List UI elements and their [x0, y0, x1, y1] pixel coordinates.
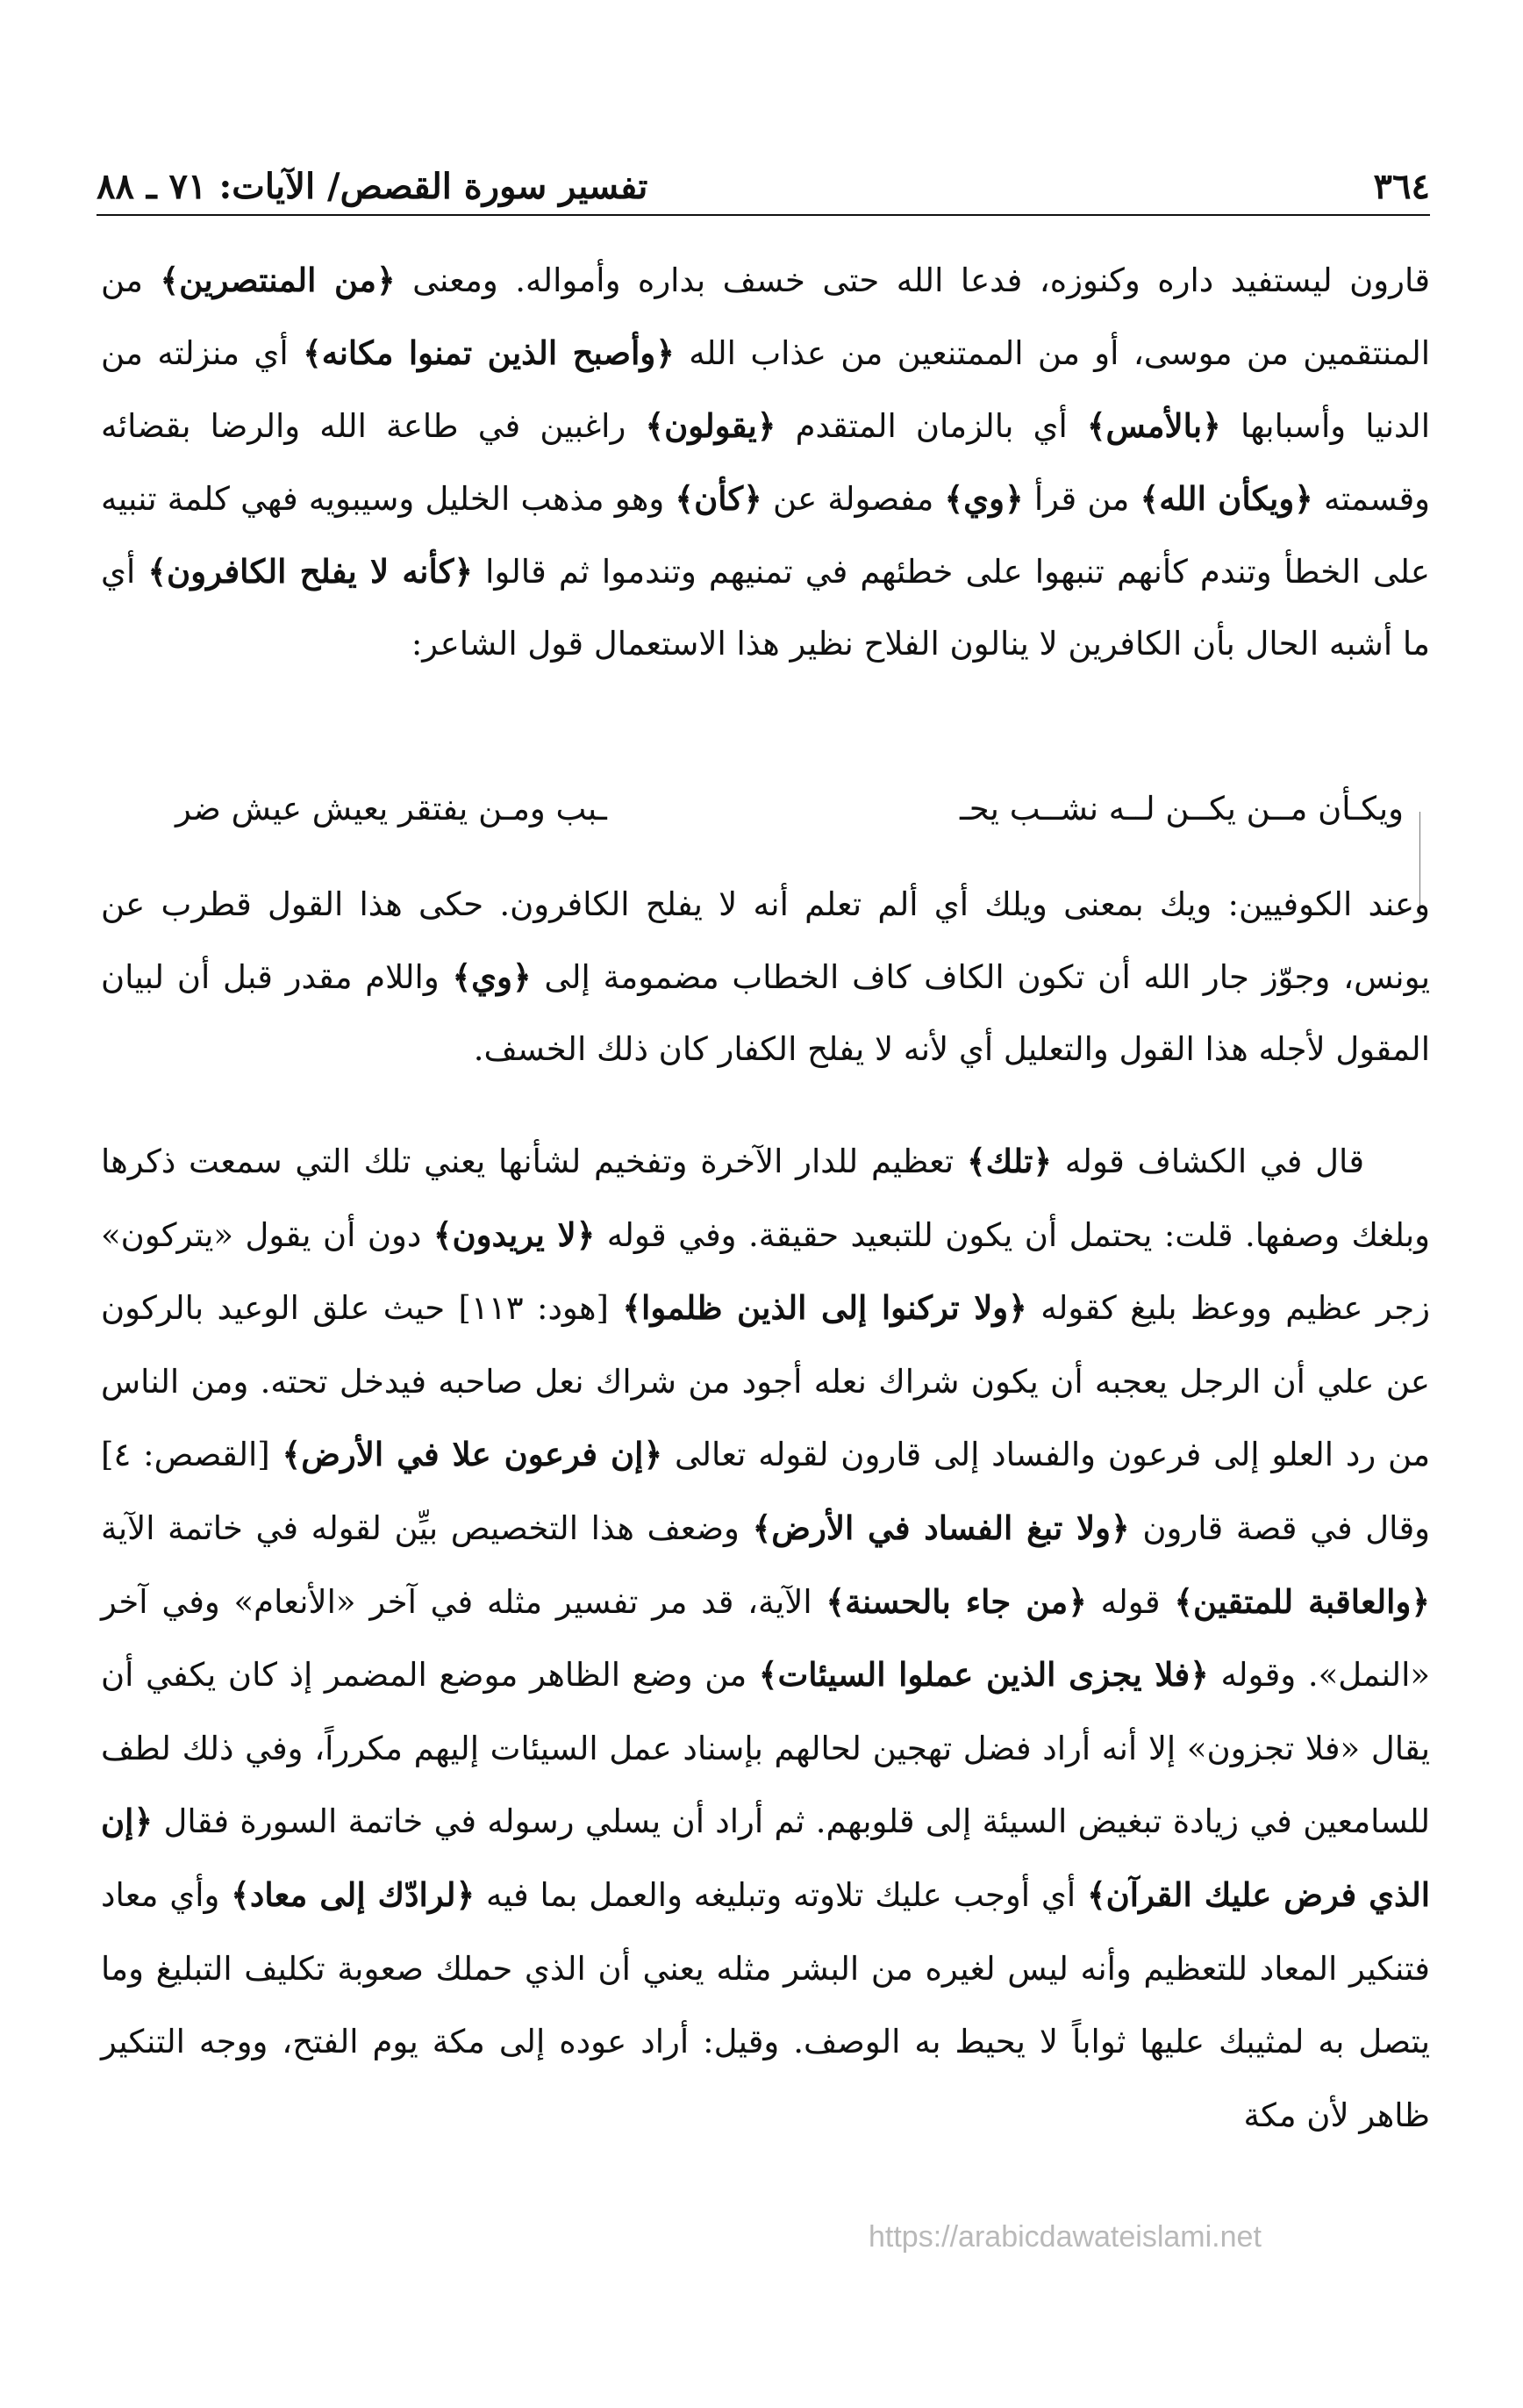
- text-run: أي أوجب عليك تلاوته وتبليغه والعمل بما فيه: [475, 1875, 1087, 1914]
- text-run: الآية، قد مر تفسير مثله في آخر «الأنعام» وفي آخر «النمل». وقوله: [101, 1582, 1430, 1695]
- quran-quote: ﴿ولا تركنوا إلى الذين ظلموا﴾: [622, 1288, 1027, 1328]
- quran-quote: ﴿من المنتصرين﴾: [160, 261, 396, 299]
- poetry-verse: [175, 772, 1404, 844]
- quran-quote: ﴿ويكأن الله﴾: [1140, 479, 1313, 518]
- text-run: وعند الكوفيين: ويك بمعنى ويلك أي ألم تعلم أنه لا يفلح الكافرون. حكى هذا القول قطرب عن يونس، وجوّز جار الله أن تكون الكاف كاف الخطاب مضمومة إلى: [101, 885, 1431, 996]
- paragraph-1: [101, 244, 1430, 680]
- text-run: أي ما أشبه الحال بأن الكافرين لا ينالون الفلاح نظير هذا الاستعمال قول الشاعر:: [101, 553, 1430, 663]
- text-run: تعظيم للدار الآخرة وتفخيم لشأنها يعني تلك التي سمعت ذكرها وبلغك وصفها. قلت: يحتمل أن يكون للتبعيد حقيقة. وفي قوله: [101, 1143, 1430, 1254]
- verse-hemistich-2: ـبب ومـن يفتقر يعيش عيش ضر: [175, 789, 607, 828]
- paragraph-2: [101, 869, 1430, 1086]
- text-run: من وضع الظاهر موضع المضمر إذ كان يكفي أن يقال «فلا تجزون» إلا أنه أراد فضل تهجين لحالهم بإسناد عمل السيئات إليهم مكرراً، وفي ذلك لطف للسامعين في زيادة تبغيض السيئة إلى قلوبهم. ثم أراد أن يسلي رسوله في خاتمة السورة فقال: [101, 1656, 1430, 1841]
- quran-quote: ﴿والعاقبة للمتقين﴾: [1174, 1581, 1431, 1621]
- quran-quote: ﴿بالأمس﴾: [1086, 406, 1221, 445]
- text-run: قال في الكشاف قوله: [1052, 1143, 1365, 1180]
- quran-quote: ﴿كأنه لا يفلح الكافرون﴾: [147, 552, 474, 591]
- text-run: أي بالزمان المتقدم: [776, 407, 1087, 445]
- text-run: [هود: ١١٣] حيث علق الوعيد بالركون عن علي أن الرجل يعجبه أن يكون شراك نعله أجود من شراك نعل صاحبه فيدخل تحته. ومن الناس من رد العلو إلى فرعون والفساد إلى قارون لقوله تعالى: [101, 1289, 1431, 1474]
- quran-quote: ﴿كأن﴾: [675, 479, 762, 518]
- text-run: قارون ليستفيد داره وكنوزه، فدعا الله حتى خسف بداره وأمواله. ومعنى: [395, 262, 1430, 299]
- quran-quote: ﴿لرادّك إلى معاد﴾: [231, 1874, 475, 1914]
- text-run: من المنتقمين من موسى، أو من الممتنعين من عذاب الله: [101, 262, 1430, 372]
- verse-hemistich-1: ويكـأن مــن يكــن لــه نشــب يحـ: [959, 789, 1404, 828]
- quran-quote: ﴿يقولون﴾: [645, 406, 776, 445]
- text-run: راغبين في طاعة الله والرضا بقضائه وقسمته: [101, 407, 1431, 518]
- text-run: قوله: [1086, 1582, 1175, 1621]
- text-run: مفصولة عن: [762, 480, 945, 518]
- running-title: تفسير سورة القصص/ الآيات: ٧١ ـ ٨٨: [97, 166, 648, 207]
- text-run: دون أن يقول «يتركون» زجر عظيم ووعظ بليغ كقوله: [101, 1215, 1430, 1328]
- quran-quote: ﴿فلا يجزى الذين عملوا السيئات﴾: [758, 1655, 1209, 1695]
- text-run: من قرأ: [1023, 480, 1140, 518]
- quran-quote: ﴿ولا تبغ الفساد في الأرض﴾: [752, 1508, 1130, 1547]
- quran-quote: ﴿من جاء بالحسنة﴾: [826, 1581, 1087, 1621]
- text-run: [القصص: ٤] وقال في قصة قارون: [101, 1436, 1430, 1547]
- page-number: ٣٦٤: [1373, 166, 1430, 207]
- quran-quote: ﴿لا يريدون﴾: [433, 1215, 596, 1254]
- quran-quote: ﴿وأصبح الذين تمنوا مكانه﴾: [303, 333, 675, 372]
- quran-quote: ﴿وي﴾: [944, 479, 1024, 518]
- quran-quote: ﴿وي﴾: [452, 957, 532, 996]
- quran-quote: ﴿إن الذي فرض عليك القرآن﴾: [101, 1802, 1431, 1914]
- text-run: وهو مذهب الخليل وسيبويه فهي كلمة تنبيه على الخطأ وتندم كأنهم تنبهوا على خطئهم في تمنيهم وتندموا ثم قالوا: [101, 480, 1430, 591]
- page-header: [97, 154, 1430, 207]
- text-run: وأي معاد فتنكير المعاد للتعظيم وأنه ليس لغيره من البشر مثله يعني أن الذي حملك صعوبة تكليف التبليغ وما يتصل به لمثيبك عليها ثواباً لا يحيط به الوصف. وقيل: أراد عوده إلى مكة يوم الفتح، ووجه التنكير ظاهر لأن مكة: [101, 1875, 1430, 2134]
- paragraph-3: [101, 1125, 1430, 2152]
- text-run: وضعف هذا التخصيص بيِّن لقوله في خاتمة الآية: [101, 1509, 753, 1547]
- text-run: واللام مقدر قبل أن لبيان المقول لأجله هذا القول والتعليل أي لأنه لا يفلح الكفار كان ذلك الخسف.: [101, 958, 1430, 1068]
- header-rule: [97, 214, 1430, 216]
- quran-quote: ﴿إن فرعون علا في الأرض﴾: [282, 1435, 663, 1474]
- text-run: أي منزلته من الدنيا وأسبابها: [101, 334, 1430, 445]
- quran-quote: ﴿تلك﴾: [967, 1142, 1053, 1180]
- watermark-url: https://arabicdawateislami.net: [869, 2220, 1262, 2254]
